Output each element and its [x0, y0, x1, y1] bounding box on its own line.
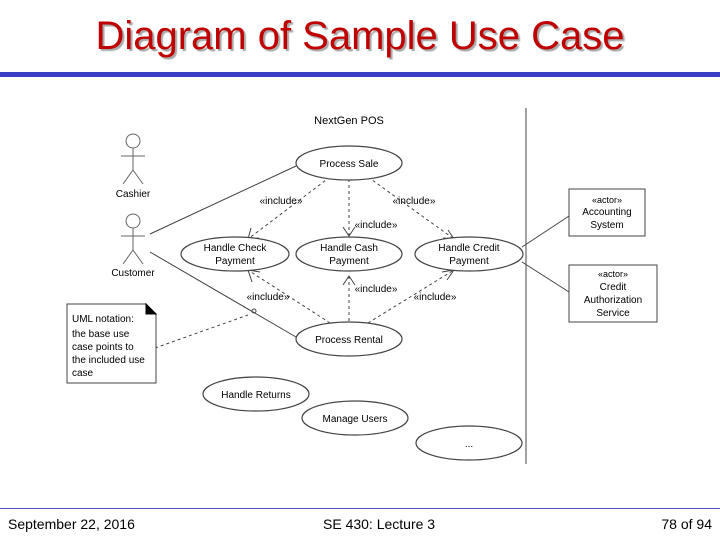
note-line-3: case points to: [72, 342, 134, 353]
credit-label-1: Handle Credit: [438, 243, 500, 254]
include-label-rental-cash: «include»: [354, 284, 398, 295]
include-label-rental-check: «include»: [246, 292, 290, 303]
customer-label: Customer: [111, 268, 155, 279]
cash-label-2: Payment: [329, 256, 369, 267]
process-rental-label: Process Rental: [315, 335, 383, 346]
include-label-credit: «include»: [392, 196, 436, 207]
note-line-5: case: [72, 368, 94, 379]
system-name: NextGen POS: [314, 115, 384, 127]
credit-actor-line-2: Authorization: [583, 295, 643, 306]
footer-page-number: 78 of 94: [661, 516, 712, 532]
include-label-cash: «include»: [354, 220, 398, 231]
credit-stereotype: «actor»: [597, 269, 629, 279]
credit-actor-line-3: Service: [596, 308, 630, 319]
check-label-1: Handle Check: [203, 243, 267, 254]
manage-users-label: Manage Users: [322, 414, 388, 425]
note-line-1: UML notation:: [72, 314, 134, 325]
accounting-stereotype: «actor»: [591, 195, 623, 205]
handle-returns-label: Handle Returns: [221, 390, 291, 401]
footer-date: September 22, 2016: [8, 516, 135, 532]
note-line-4: the included use: [72, 355, 145, 366]
process-sale-label: Process Sale: [319, 159, 379, 170]
cash-label-1: Handle Cash: [320, 243, 378, 254]
credit-actor-line-1: Credit: [599, 282, 627, 293]
include-label-check: «include»: [259, 196, 303, 207]
slide-title: Diagram of Sample Use Case: [95, 14, 625, 58]
note-line-2: the base use: [72, 329, 130, 340]
cashier-actor-icon: [121, 134, 145, 184]
check-label-2: Payment: [215, 256, 255, 267]
note-fold: [146, 304, 156, 314]
footer-course: SE 430: Lecture 3: [323, 516, 436, 532]
cashier-label: Cashier: [115, 189, 151, 200]
more-label: ...: [464, 439, 474, 450]
footer-rule: [0, 508, 720, 509]
include-label-rental-credit: «include»: [413, 292, 457, 303]
accounting-line-1: Accounting: [582, 207, 632, 218]
accounting-line-2: System: [590, 220, 624, 231]
use-case-ellipses: [181, 146, 523, 460]
customer-actor-icon: [121, 214, 145, 264]
credit-label-2: Payment: [449, 256, 489, 267]
